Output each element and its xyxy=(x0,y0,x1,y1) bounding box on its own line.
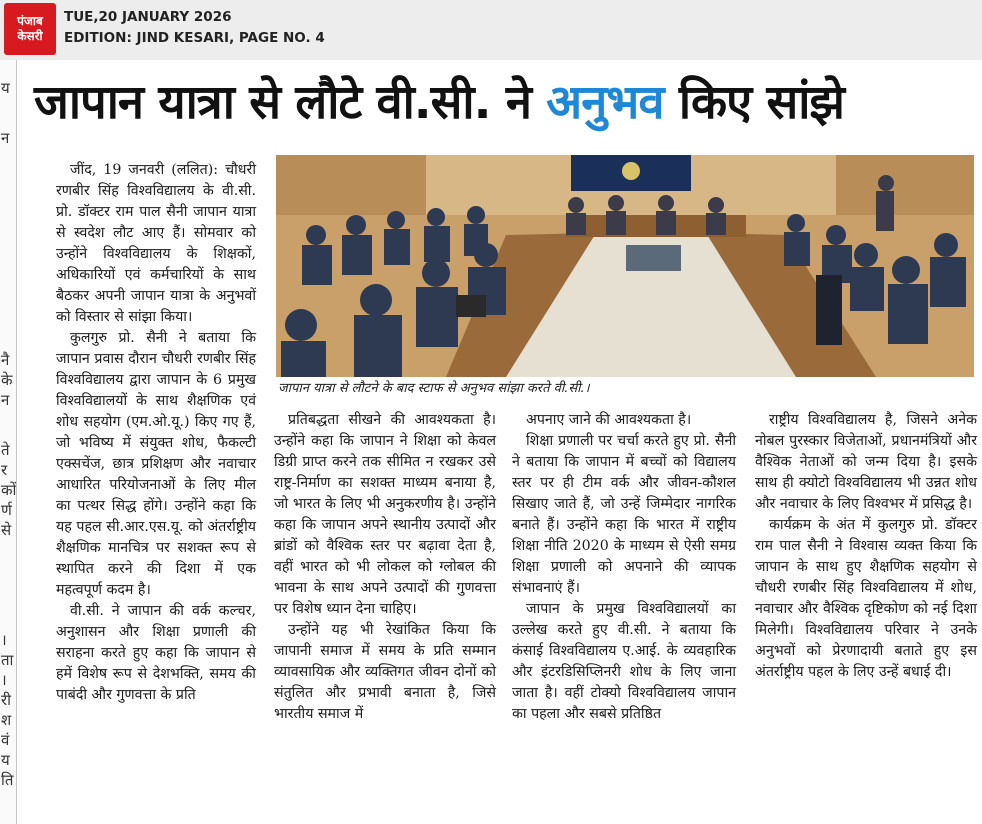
fragment-glyph: र xyxy=(1,461,8,479)
meeting-room-illustration xyxy=(276,155,974,377)
meeting-photo xyxy=(276,155,974,377)
headline-part-2: किए सांझे xyxy=(663,75,844,130)
headline-part-1: जापान यात्रा से लौटे वी.सी. ने xyxy=(34,75,547,130)
fragment-glyph: श xyxy=(1,711,12,729)
fragment-glyph: वं xyxy=(1,731,10,749)
article-paragraph: जींद, 19 जनवरी (ललित): चौधरी रणबीर सिंह विश्वविद्यालय के वी.सी. प्रो. डॉक्टर राम पाल सैनी जापान यात्रा से स्वदेश लौट आए हैं। सोमवार को उन्होंने विश्वविद्यालय के शिक्षकों, अधिकारियों एवं कर्मचारियों के साथ बैठकर अपनी जापान यात्रा के अनुभवों को विस्तार से सांझा किया। xyxy=(56,162,256,325)
article-paragraph: कार्यक्रम के अंत में कुलगुरु प्रो. डॉक्टर राम पाल सैनी ने विश्वास व्यक्त किया कि जापान के साथ हुए शैक्षणिक सहयोग से चौधरी रणबीर सिंह विश्वविद्यालय में शोध, नवाचार और वैश्विक दृष्टिकोण को नई दिशा मिलेगी। विश्वविद्यालय परिवार ने उनके अनुभवों को प्रेरणादायी बताते हुए इस अंतर्राष्ट्रीय पहल के लिए उन्हें बधाई दी। xyxy=(755,517,977,680)
fragment-glyph: री xyxy=(1,691,12,709)
fragment-glyph: ता xyxy=(1,651,14,669)
article-paragraph: कुलगुरु प्रो. सैनी ने बताया कि जापान प्रवास दौरान चौधरी रणबीर सिंह विश्वविद्यालय द्वारा जापान के 6 प्रमुख विश्वविद्यालयों के साथ शैक्षणिक एवं शोध सहयोग (एम.ओ.यू.) किए गए हैं, जो भविष्य में संयुक्त शोध, फैकल्टी एक्सचेंज, छात्र प्रशिक्षण और नवाचार आधारित परियोजनाओं के लिए मील का पत्थर सिद्ध होंगे। उन्होंने कहा कि यह पहल सी.आर.एस.यू. को अंतर्राष्ट्रीय शैक्षणिक मानचित्र पर सशक्त रूप से स्थापित करने की दिशा में एक महत्वपूर्ण कदम है। xyxy=(56,330,256,598)
article-paragraph: राष्ट्रीय विश्वविद्यालय है, जिसने अनेक नोबल पुरस्कार विजेताओं, प्रधानमंत्रियों और वैश्विक नेताओं को जन्म दिया है। इसके साथ ही क्योटो विश्वविद्यालय भी उन्नत शोध और नवाचार के लिए विश्वभर में प्रसिद्ध है। xyxy=(755,412,977,512)
article-paragraph: अपनाए जाने की आवश्यकता है। xyxy=(526,412,692,428)
fragment-glyph: र्ण xyxy=(1,501,12,519)
punjab-kesari-logo xyxy=(4,3,56,55)
fragment-glyph: से xyxy=(1,521,12,539)
edition-info: EDITION: JIND KESARI, PAGE NO. 4 xyxy=(64,30,325,46)
article-column-2 xyxy=(274,410,496,725)
fragment-glyph: के xyxy=(1,371,13,389)
article-column-3 xyxy=(512,410,736,725)
fragment-glyph: । xyxy=(1,671,7,689)
logo-text-top: पंजाब xyxy=(17,14,43,28)
article-paragraph: वी.सी. ने जापान की वर्क कल्चर, अनुशासन और शिक्षा प्रणाली की सराहना करते हुए कहा कि जापान से हमें विशेष रूप से देशभक्ति, समय की पाबंदी और गुणवत्ता के प्रति xyxy=(56,603,256,703)
fragment-glyph: न xyxy=(1,391,10,409)
fragment-glyph: । xyxy=(1,631,7,649)
article-paragraph: जापान के प्रमुख विश्वविद्यालयों का उल्लेख करते हुए वी.सी. ने बताया कि कंसाई विश्वविद्यालय ए.आई. के व्यवहारिक और इंटरडिसिप्लिनरी शोध के लिए जाना जाता है। वहीं टोक्यो विश्वविद्यालय जापान का पहला और सबसे प्रतिष्ठित xyxy=(512,601,736,722)
article-paragraph: प्रतिबद्धता सीखने की आवश्यकता है। उन्होंने कहा कि जापान ने शिक्षा को केवल डिग्री प्राप्त करने तक सीमित न रखकर उसे राष्ट्र-निर्माण का सशक्त माध्यम बनाया है, जो भारत के लिए भी अनुकरणीय है। उन्होंने कहा कि जापान अपने स्थानीय उत्पादों और ब्रांडों को वैश्विक स्तर पर बढ़ावा देता है, वहीं भारत को भी लोकल को ग्लोबल की भावना के साथ अपने उत्पादों की गुणवत्ता पर विशेष ध्यान देना चाहिए। xyxy=(274,412,496,617)
article-paragraph: उन्होंने यह भी रेखांकित किया कि जापानी समाज में समय के प्रति सम्मान व्यावसायिक और व्यक्तिगत जीवन दोनों को संतुलित और प्रभावी बनाता है, जिसे भारतीय समाज में xyxy=(274,622,496,722)
fragment-glyph: नै xyxy=(1,351,10,369)
article-paragraph: शिक्षा प्रणाली पर चर्चा करते हुए प्रो. सैनी ने बताया कि जापान में बच्चों को विद्यालय स्तर पर ही टीम वर्क और जीवन-कौशल सिखाए जाते हैं, जो उन्हें जिम्मेदार नागरिक बनाते हैं। उन्होंने कहा कि भारत में राष्ट्रीय शिक्षा नीति 2020 के माध्यम से ऐसी समग्र शिक्षा प्रणाली को अपनाने की व्यापक संभावनाएं हैं। xyxy=(512,433,736,596)
adjacent-column-fragment xyxy=(0,60,17,824)
issue-date: TUE,20 JANUARY 2026 xyxy=(64,9,232,25)
logo-text-bottom: केसरी xyxy=(17,29,43,43)
article-headline xyxy=(34,72,979,134)
fragment-glyph: य xyxy=(1,79,10,97)
fragment-glyph: य xyxy=(1,751,10,769)
article-column-1 xyxy=(56,160,256,706)
fragment-glyph: ति xyxy=(1,771,14,789)
fragment-glyph: कों xyxy=(1,481,17,499)
fragment-glyph: ते xyxy=(1,441,10,459)
article-column-4 xyxy=(755,410,977,683)
newspaper-header xyxy=(0,0,982,60)
headline-highlight: अनुभव xyxy=(546,75,664,130)
fragment-glyph: न xyxy=(1,129,10,147)
photo-caption: जापान यात्रा से लौटने के बाद स्टाफ से अनुभव सांझा करते वी.सी.। xyxy=(278,381,590,396)
